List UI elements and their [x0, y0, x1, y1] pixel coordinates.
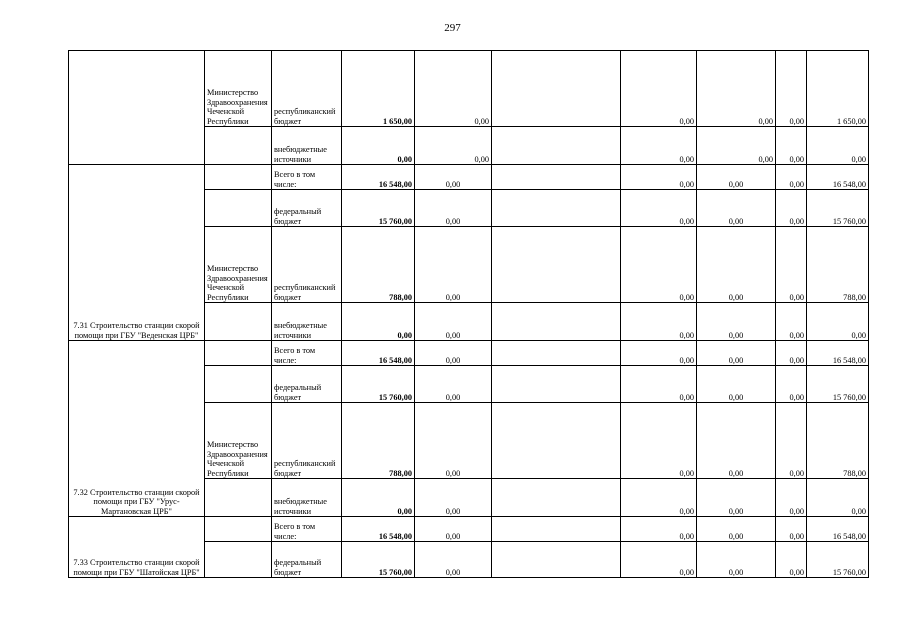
source-cell: Всего в том числе:	[272, 517, 342, 542]
value-cell: 0,00	[697, 51, 776, 127]
executor-cell	[205, 190, 272, 227]
value-cell: 0,00	[776, 303, 807, 341]
value-cell	[492, 51, 621, 127]
value-cell: 0,00	[776, 542, 807, 578]
source-cell: федеральный бюджет	[272, 542, 342, 578]
value-cell: 0,00	[697, 227, 776, 303]
value-cell: 0,00	[697, 341, 776, 366]
value-cell: 0,00	[776, 51, 807, 127]
program-name: 7.31 Строительство станции скорой помощи при ГБУ "Веденская ЦРБ"	[69, 165, 205, 341]
executor-cell	[205, 341, 272, 366]
value-cell: 0,00	[776, 127, 807, 165]
value-cell: 0,00	[415, 479, 492, 517]
executor-cell	[205, 303, 272, 341]
value-cell	[492, 403, 621, 479]
value-cell: 788,00	[807, 227, 869, 303]
source-cell: Всего в том числе:	[272, 341, 342, 366]
value-cell: 0,00	[621, 51, 697, 127]
executor-cell	[205, 127, 272, 165]
value-cell	[492, 303, 621, 341]
executor-cell	[205, 517, 272, 542]
total-value: 16 548,00	[342, 517, 415, 542]
value-cell: 0,00	[415, 341, 492, 366]
executor-cell	[205, 165, 272, 190]
source-cell: Всего в том числе:	[272, 165, 342, 190]
total-value: 15 760,00	[342, 190, 415, 227]
value-cell: 0,00	[415, 227, 492, 303]
total-value: 16 548,00	[342, 341, 415, 366]
value-cell: 0,00	[776, 517, 807, 542]
executor-cell: Министерство Здравоохранения Чеченской Республики	[205, 403, 272, 479]
value-cell: 788,00	[807, 403, 869, 479]
value-cell: 0,00	[697, 127, 776, 165]
value-cell: 0,00	[621, 190, 697, 227]
value-cell	[492, 479, 621, 517]
budget-table	[68, 50, 869, 578]
value-cell: 0,00	[776, 227, 807, 303]
value-cell	[492, 542, 621, 578]
value-cell: 16 548,00	[807, 517, 869, 542]
value-cell: 0,00	[621, 341, 697, 366]
value-cell	[492, 127, 621, 165]
value-cell: 0,00	[697, 542, 776, 578]
total-value: 15 760,00	[342, 366, 415, 403]
page-number: 297	[444, 22, 461, 34]
table-row	[69, 51, 869, 127]
program-cell	[69, 51, 205, 165]
value-cell: 0,00	[697, 479, 776, 517]
value-cell: 0,00	[621, 517, 697, 542]
total-value: 1 650,00	[342, 51, 415, 127]
value-cell: 0,00	[697, 366, 776, 403]
executor-cell	[205, 366, 272, 403]
program-name: 7.33 Строительство станции скорой помощи при ГБУ "Шатойская ЦРБ"	[69, 517, 205, 578]
executor-cell	[205, 479, 272, 517]
value-cell: 0,00	[415, 303, 492, 341]
value-cell: 0,00	[776, 403, 807, 479]
total-value: 16 548,00	[342, 165, 415, 190]
value-cell	[492, 190, 621, 227]
total-value: 15 760,00	[342, 542, 415, 578]
value-cell: 0,00	[776, 165, 807, 190]
value-cell: 0,00	[415, 51, 492, 127]
value-cell: 15 760,00	[807, 190, 869, 227]
value-cell: 0,00	[776, 341, 807, 366]
source-cell: федеральный бюджет	[272, 366, 342, 403]
value-cell	[492, 165, 621, 190]
value-cell	[492, 227, 621, 303]
value-cell: 0,00	[621, 366, 697, 403]
source-cell: республиканский бюджет	[272, 403, 342, 479]
value-cell: 0,00	[697, 190, 776, 227]
value-cell	[492, 366, 621, 403]
value-cell: 15 760,00	[807, 366, 869, 403]
source-cell: внебюджетные источники	[272, 479, 342, 517]
value-cell: 0,00	[807, 127, 869, 165]
table-row	[69, 341, 869, 366]
value-cell: 0,00	[697, 303, 776, 341]
value-cell: 0,00	[807, 303, 869, 341]
source-cell: республиканский бюджет	[272, 227, 342, 303]
value-cell: 0,00	[415, 403, 492, 479]
source-cell: внебюджетные источники	[272, 303, 342, 341]
source-cell: республиканский бюджет	[272, 51, 342, 127]
value-cell: 1 650,00	[807, 51, 869, 127]
table-row	[69, 517, 869, 542]
table-row	[69, 165, 869, 190]
value-cell: 0,00	[415, 165, 492, 190]
value-cell: 0,00	[621, 127, 697, 165]
value-cell: 0,00	[697, 165, 776, 190]
source-cell: федеральный бюджет	[272, 190, 342, 227]
value-cell: 0,00	[415, 190, 492, 227]
value-cell	[492, 517, 621, 542]
value-cell: 0,00	[621, 303, 697, 341]
value-cell: 0,00	[415, 517, 492, 542]
program-name: 7.32 Строительство станции скорой помощи при ГБУ "Урус-Мартановская ЦРБ"	[69, 341, 205, 517]
total-value: 788,00	[342, 227, 415, 303]
executor-cell: Министерство Здравоохранения Чеченской Республики	[205, 227, 272, 303]
value-cell	[492, 341, 621, 366]
source-cell: внебюджетные источники	[272, 127, 342, 165]
value-cell: 0,00	[776, 366, 807, 403]
value-cell: 0,00	[415, 127, 492, 165]
value-cell: 0,00	[697, 517, 776, 542]
value-cell: 15 760,00	[807, 542, 869, 578]
executor-cell: Министерство Здравоохранения Чеченской Республики	[205, 51, 272, 127]
value-cell: 0,00	[415, 366, 492, 403]
value-cell: 16 548,00	[807, 165, 869, 190]
total-value: 0,00	[342, 303, 415, 341]
value-cell: 0,00	[621, 227, 697, 303]
value-cell: 0,00	[621, 542, 697, 578]
value-cell: 0,00	[621, 165, 697, 190]
value-cell: 0,00	[697, 403, 776, 479]
value-cell: 0,00	[621, 479, 697, 517]
value-cell: 0,00	[776, 479, 807, 517]
total-value: 788,00	[342, 403, 415, 479]
value-cell: 0,00	[415, 542, 492, 578]
executor-cell	[205, 542, 272, 578]
value-cell: 0,00	[621, 403, 697, 479]
total-value: 0,00	[342, 479, 415, 517]
value-cell: 0,00	[776, 190, 807, 227]
total-value: 0,00	[342, 127, 415, 165]
value-cell: 16 548,00	[807, 341, 869, 366]
value-cell: 0,00	[807, 479, 869, 517]
